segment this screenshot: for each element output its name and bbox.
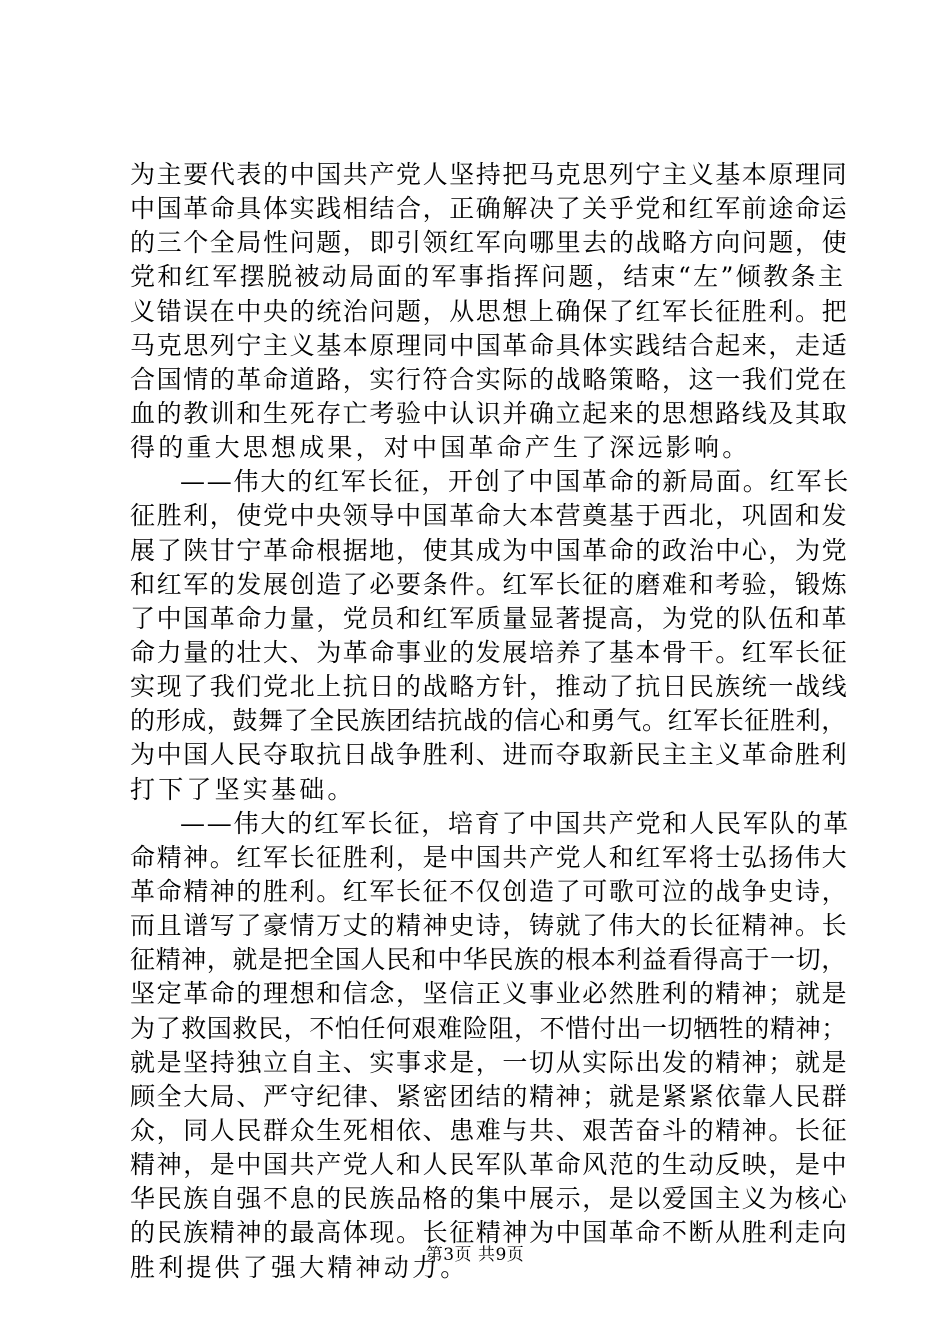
text-line: 展了陕甘宁革命根据地，使其成为中国革命的政治中心，为党 — [130, 535, 849, 565]
text-line: 华民族自强不息的民族品格的集中展示，是以爱国主义为核心 — [130, 1184, 849, 1214]
text-line: 征胜利，使党中央领导中国革命大本营奠基于西北，巩固和发 — [130, 501, 849, 531]
text-line: 合国情的革命道路，实行符合实际的战略策略，这一我们党在 — [130, 364, 849, 394]
text-line: 血的教训和生死存亡考验中认识并确立起来的思想路线及其取 — [130, 398, 849, 428]
text-line: 而且谱写了豪情万丈的精神史诗，铸就了伟大的长征精神。长 — [130, 911, 849, 941]
text-line: 征精神，就是把全国人民和中华民族的根本利益看得高于一切， — [130, 945, 847, 975]
text-line: 了中国革命力量，党员和红军质量显著提高，为党的队伍和革 — [130, 603, 849, 633]
text-line: 中国革命具体实践相结合，正确解决了关乎党和红军前途命运 — [130, 194, 849, 224]
text-line: 众，同人民群众生死相依、患难与共、艰苦奋斗的精神。长征 — [130, 1115, 849, 1145]
text-line: ——伟大的红军长征，开创了中国革命的新局面。红军长 — [180, 467, 851, 497]
text-line: 马克思列宁主义基本原理同中国革命具体实践结合起来，走适 — [130, 330, 849, 360]
text-line: 顾全大局、严守纪律、紧密团结的精神；就是紧紧依靠人民群 — [130, 1081, 849, 1111]
text-line: 精神，是中国共产党人和人民军队革命风范的生动反映，是中 — [130, 1150, 849, 1180]
text-line: 得的重大思想成果，对中国革命产生了深远影响。 — [130, 433, 751, 463]
text-line: 打下了坚实基础。 — [130, 774, 356, 804]
text-line: 胜利提供了强大精神动力。 — [130, 1252, 469, 1282]
text-line: 命力量的壮大、为革命事业的发展培养了基本骨干。红军长征 — [130, 637, 849, 667]
page-footer: 第3页 共9页 — [425, 1245, 525, 1265]
text-line: 就是坚持独立自主、实事求是，一切从实际出发的精神；就是 — [130, 1047, 849, 1077]
text-line: 的民族精神的最高体现。长征精神为中国革命不断从胜利走向 — [130, 1218, 849, 1248]
text-line: 为中国人民夺取抗日战争胜利、进而夺取新民主主义革命胜利 — [130, 740, 849, 770]
text-line: 革命精神的胜利。红军长征不仅创造了可歌可泣的战争史诗， — [130, 876, 849, 906]
text-line: 党和红军摆脱被动局面的军事指挥问题，结束“左”倾教条主 — [130, 262, 846, 292]
text-line: 义错误在中央的统治问题，从思想上确保了红军长征胜利。把 — [130, 296, 849, 326]
text-line: 和红军的发展创造了必要条件。红军长征的磨难和考验，锻炼 — [130, 569, 849, 599]
text-line: 为了救国救民，不怕任何艰难险阻，不惜付出一切牺牲的精神； — [130, 1013, 847, 1043]
text-line: 坚定革命的理想和信念，坚信正义事业必然胜利的精神；就是 — [130, 979, 849, 1009]
text-line: 为主要代表的中国共产党人坚持把马克思列宁主义基本原理同 — [130, 160, 849, 189]
text-line: 的三个全局性问题，即引领红军向哪里去的战略方向问题，使 — [130, 228, 849, 258]
text-line: ——伟大的红军长征，培育了中国共产党和人民军队的革 — [180, 808, 851, 838]
text-line: 的形成，鼓舞了全民族团结抗战的信心和勇气。红军长征胜利， — [130, 706, 847, 736]
document-body — [130, 158, 850, 1285]
text-line: 命精神。红军长征胜利，是中国共产党人和红军将士弘扬伟大 — [130, 842, 849, 872]
text-line: 实现了我们党北上抗日的战略方针，推动了抗日民族统一战线 — [130, 672, 849, 702]
